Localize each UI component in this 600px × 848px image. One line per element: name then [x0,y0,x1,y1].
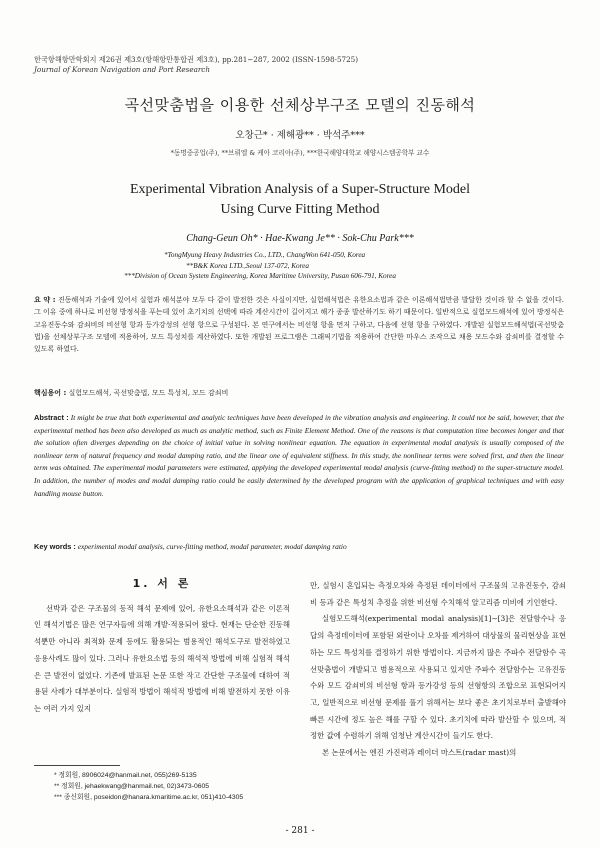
paper-title-english-line1: Experimental Vibration Analysis of a Super-Structure Model [130,182,470,197]
footnote-divider [34,765,120,766]
keywords-english-text: experimental modal analysis, curve-fitting method, modal parameter, modal damping ratio [77,542,347,551]
affiliation-3: ***Division of Ocean System Engineering, Korea Maritime University, Pusan 606-791, Korea [124,272,396,280]
journal-name: Journal of Korean Navigation and Port Research [34,65,210,74]
section-heading: 1. 서 론 [132,577,192,590]
keywords-korean-label: 핵심용어 : [34,389,67,397]
footnote: * 정회원, 8906024@hanmail.net, 055)269-5135 [54,772,197,779]
footnote: *** 종신회원, poseidon@hanara.kmaritime.ac.kr, 051)410-4305 [54,794,244,801]
abstract-english-label: Abstract : [34,413,69,422]
affiliations-english [124,250,540,282]
keywords-korean [34,388,564,398]
journal-header [34,55,574,75]
body-paragraph: 선박과 같은 구조물의 동적 해석 문제에 있어, 유한요소해석과 같은 이론적인 해석기법은 많은 연구자들에 의해 개발·적용되어 왔다. 현재는 단순한 진동해석뿐만 아니라 최적화 문제 등에도 활용되는 범용적인 해석도구로 발전하였고 응용사례도 많이 있다. 그러나 유한요소법 등의 해석적 방법에 비해 실험적 해석은 큰 발전이 없었다. 기존에 발표된 논문 또한 작고 간단한 구조물에 대하여 적용된 사례가 대부분이다. 실험적 방법이 해석적 방법에 비해 발전하지 못한 이유는 여러 가지 있지 [34,603,290,713]
body-paragraph: 만, 실험시 혼입되는 측정오차와 측정된 데이터에서 구조물의 고유진동수, 감쇠비 등과 같은 특성치 추정을 위한 비선형 수치해석 알고리즘 미비에 기인한다. [310,581,566,607]
paper-title-english [0,180,600,220]
page-number: - 281 - [285,826,315,836]
journal-citation: 한국항해항만학회지 제26권 제3호(항해항만통합권 제3호), pp.281∼287, 2002 (ISSN-1598-5725) [34,55,359,64]
footnotes [54,770,243,803]
affiliations-korean: *동명중공업(주), **브뤼엘 & 케아 코리아(주), ***한국해양대학교 해양시스템공학부 교수 [170,149,430,157]
authors-english: Chang-Geun Oh* · Hae-Kwang Je** · Sok-Chu Park*** [186,233,414,244]
abstract-korean-label: 요 약 : [34,296,56,304]
body-paragraph: 본 논문에서는 엔진 가진력과 레이더 마스트(radar mast)의 [322,748,517,758]
affiliation-2: **B&K Korea LTD.,Seoul 137-072, Korea [186,261,309,270]
keywords-english-label: Key words : [34,542,76,551]
keywords-english [34,542,564,551]
body-left-column [34,572,290,718]
paper-title-korean: 곡선맞춤법을 이용한 선체상부구조 모델의 진동해석 [124,96,476,114]
body-right-column [310,578,566,762]
abstract-english [34,412,564,500]
keywords-korean-text: 실험모드해석, 곡선맞춤법, 모드 특성치, 모드 감쇠비 [68,389,229,397]
abstract-korean-text: 진동해석과 기술에 있어서 실험과 해석분야 모두 다 같이 발전한 것은 사실이지만, 실험해석법은 유한요소법과 같은 이론해석법만큼 발달한 것이라 할 수 없을 것이다. 그 이유 중에 하나로 비선형 방정식을 푸는데 있어 초기치의 선택에 따라 계산시간이 길어지고 해가 종종 발산하기도 하기 때문이다. 일반적으로 실험모드해석에 있어 방정식은 고유진동수와 감쇠비의 비선형 항과 등가강성의 선형 항으로 구성된다. 본 연구에서는 비선형 항을 먼저 구하고, 다음에 선형 항을 구하였다. 개발된 실험모드해석법(곡선맞춤법)을 선체상부구조 모델에 적용하여, 모드 특성치를 계산하였다. 또한 개발된 프로그램은 그래픽기법을 적용하여 간단한 마우스 조작으로 채용 모드수와 감쇠비를 결정할 수 있도록 하였다. [34,296,564,354]
body-paragraph: 실험모드해석(experimental modal analysis)[1]∼[3]은 전달함수나 응답의 측정데이터에 포함된 외란이나 오차를 제거하여 대상물의 물리현상을 표현하는 모드 특성치를 결정하기 위한 방법이다. 지금까지 많은 주파수 전달함수 곡선맞춤법이 개발되고 범용적으로 사용되고 있지만 주파수 전달함수는 고유진동수와 모드 감쇠비의 비선형 항과 등가강성 등의 선형항의 조합으로 표현되어지고, 일반적으로 비선형 문제를 풀기 위해서는 보다 좋은 초기치로부터 출발해야 빠른 시간에 정도 높은 해를 구할 수 있다. 초기치에 따라 발산할 수 있으며, 적정한 값에 수렴하기 위해 엄청난 계산시간이 들기도 한다. [310,614,566,741]
abstract-korean [34,294,564,355]
abstract-english-text: It might be true that both experimental and analytic techniques have been developed in the vibration analysis and engineering. It could not be said, however, that the experimental method has been also developed as much as analytic method, such as Finite Element Method. One of the reasons is that computation time becomes longer and that the solution often diverges depending on the choice of initial value in solving nonlinear equation. The equation in experimental modal analysis is usually composed of the nonlinear term of natural frequency and modal damping ratio, and the linear one of equivalent stiffness. In this study, the nonlinear terms were solved first, and then the linear term was obtained. The experimental modal parameters were estimated, applying the developed experimental modal analysis (curve-fitting method) to the super-structure model. In addition, the number of modes and modal damping ratio could be easily determined by the developed program with the application of graphical techniques and with easy handling mouse button. [34,413,564,498]
affiliation-1: *TongMyung Heavy Industries Co., LTD., ChangWon 641-050, Korea [164,251,366,259]
paper-title-english-line2: Using Curve Fitting Method [220,202,380,217]
footnote: ** 정회원, jehaekwang@hanmail.net, 02)3473-0605 [54,783,210,790]
authors-korean: 오창근* · 제해광** · 박석주*** [235,130,365,141]
